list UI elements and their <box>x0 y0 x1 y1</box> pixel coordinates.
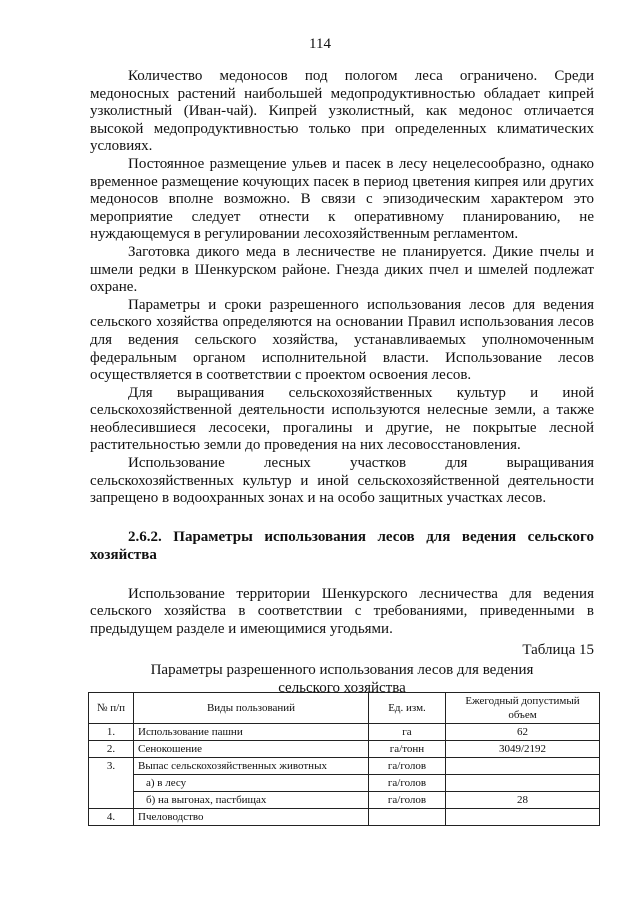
body-text <box>90 68 594 697</box>
annual-volume: 3049/2192 <box>446 741 600 758</box>
table-row <box>89 741 600 758</box>
usage-type: Сенокошение <box>134 741 369 758</box>
table-row <box>89 758 600 775</box>
table-number: Таблица 15 <box>522 641 594 658</box>
parameters-table <box>88 692 600 826</box>
section-paragraph: Использование территории Шенкурского лесничества для ведения сельского хозяйства в соответствии с требованиями, приведенными в предыдущем разделе и имеющимися угодьями. <box>90 585 594 638</box>
row-number: 2. <box>89 741 134 758</box>
paragraph: Для выращивания сельскохозяйственных культур и иной сельскохозяйственной деятельности используются нелесные земли, а также необлесившиеся лесосеки, прогалины и другие, не покрытые лесной растительностью земли до проведения на них лесовосстановления. <box>90 384 594 454</box>
page-number: 114 <box>309 36 331 52</box>
unit: га/голов <box>369 792 446 809</box>
table-row <box>89 809 600 826</box>
unit: га/тонн <box>369 741 446 758</box>
usage-type: Пчеловодство <box>134 809 369 826</box>
annual-volume <box>446 809 600 826</box>
row-number: 1. <box>89 724 134 741</box>
paragraph: Параметры и сроки разрешенного использования лесов для ведения сельского хозяйства определяются на основании Правил использования лесов для ведения сельского хозяйства, устанавливаемых уполномоченным федеральным органом исполнительной власти. Использование лесов осуществляется в соответствии с проектом освоения лесов. <box>90 296 594 384</box>
paragraph: Количество медоносов под пологом леса ограничено. Среди медоносных растений наибольшей медопродуктивностью обладает кипрей узколистный (Иван-чай). Кипрей узколистный, как медонос отличается высокой медопродуктивностью только при определенных климатических условиях. <box>90 68 594 155</box>
header-number: № п/п <box>89 693 134 724</box>
table-title: Параметры разрешенного использования лесов для ведения сельского хозяйства <box>150 661 534 696</box>
annual-volume <box>446 758 600 775</box>
unit <box>369 809 446 826</box>
unit: га/голов <box>369 775 446 792</box>
table-row <box>89 724 600 741</box>
header-unit: Ед. изм. <box>369 693 446 724</box>
paragraph: Постоянное размещение ульев и пасек в лесу нецелесообразно, однако временное размещение кочующих пасек в период цветения кипрея или других медоносов вполне возможно. В связи с эпизодическим характером это мероприятие следует отнести к оперативному планированию, не нуждающемуся в регулировании лесохозяйственным регламентом. <box>90 155 594 243</box>
paragraph: Заготовка дикого меда в лесничестве не планируется. Дикие пчелы и шмели редки в Шенкурском районе. Гнезда диких пчел и шмелей подлежат охране. <box>90 243 594 296</box>
header-usage-type: Виды пользований <box>134 693 369 724</box>
table-header-row <box>89 693 600 724</box>
unit: га/голов <box>369 758 446 775</box>
row-number: 3. <box>89 758 134 809</box>
section-heading: 2.6.2. Параметры использования лесов для ведения сельского хозяйства <box>90 528 594 563</box>
unit: га <box>369 724 446 741</box>
table-row <box>89 792 600 809</box>
header-annual-volume: Ежегодный допустимый объем <box>446 693 600 724</box>
annual-volume: 28 <box>446 792 600 809</box>
table-row <box>89 775 600 792</box>
annual-volume: 62 <box>446 724 600 741</box>
annual-volume <box>446 775 600 792</box>
usage-subtype: б) на выгонах, пастбищах <box>134 792 369 809</box>
row-number: 4. <box>89 809 134 826</box>
usage-subtype: а) в лесу <box>134 775 369 792</box>
paragraph: Использование лесных участков для выращивания сельскохозяйственных культур и иной сельскохозяйственной деятельности запрещено в водоохранных зонах и на особо защитных участках лесов. <box>90 455 594 507</box>
usage-type: Использование пашни <box>134 724 369 741</box>
usage-type: Выпас сельскохозяйственных животных <box>134 758 369 775</box>
